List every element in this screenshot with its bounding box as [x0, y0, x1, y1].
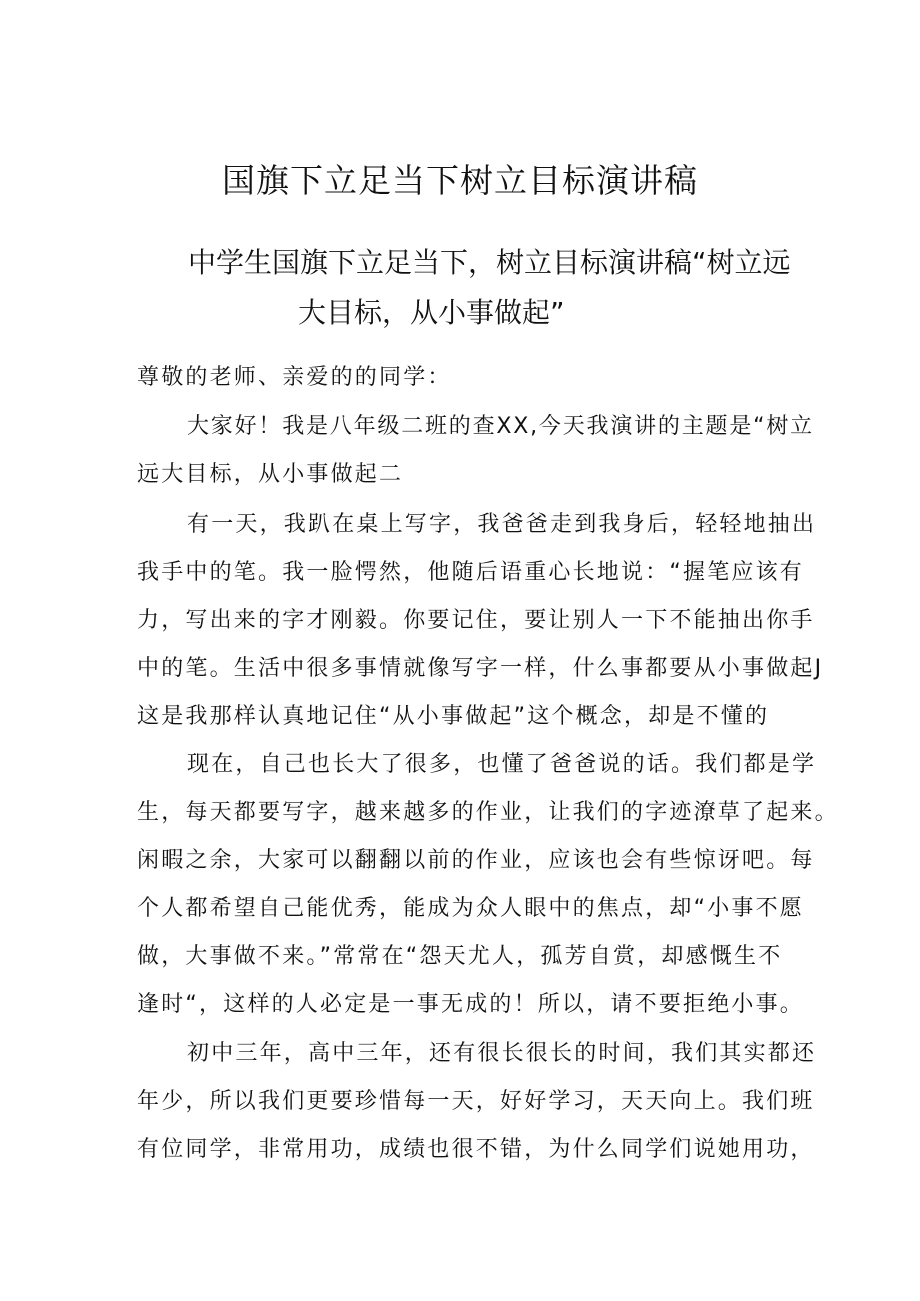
document-title: 国旗下立足当下树立目标演讲稿: [222, 161, 698, 200]
body-line: 有位同学，非常用功，成绩也很不错，为什么同学们说她用功，: [137, 1137, 815, 1162]
body-line: 我手中的笔。我一脸愕然，他随后语重心长地说：“握笔应该有: [137, 560, 804, 585]
body-line: 初中三年，高中三年，还有很长很长的时间，我们其实都还: [187, 1041, 817, 1066]
body-line: 这是我那样认真地记住“从小事做起”这个概念，却是不懂的: [137, 704, 770, 729]
body-line: 年少，所以我们更要珍惜每一天，好好学习，天天向上。我们班: [137, 1089, 815, 1114]
body-line: 有一天，我趴在桌上写字，我爸爸走到我身后，轻轻地抽出: [187, 512, 817, 537]
body-line: 做，大事做不来。”常常在“怨天尤人，孤芳自赏，却感慨生不: [137, 944, 783, 969]
body-line: 个人都希望自己能优秀，能成为众人眼中的焦点，却“小事不愿: [137, 896, 804, 921]
body-line: 现在，自己也长大了很多，也懂了爸爸说的话。我们都是学: [187, 752, 817, 777]
body-line: 生，每天都要写字，越来越多的作业，让我们的字迹潦草了起来。: [137, 800, 839, 825]
salutation: 尊敬的老师、亲爱的的同学：: [137, 365, 452, 390]
body-line: 力，写出来的字才刚毅。你要记住，要让别人一下不能抽出你手: [137, 608, 815, 633]
body-line: 逢时“，这样的人必定是一事无成的！所以，请不要拒绝小事。: [137, 992, 804, 1017]
subtitle-line-2: 大目标，从小事做起”: [298, 296, 565, 329]
body-line: 中的笔。生活中很多事情就像写字一样，什么事都要从小事做起J: [137, 656, 824, 681]
body-line: 闲暇之余，大家可以翻翻以前的作业，应该也会有些惊讶吧。每: [137, 848, 815, 873]
body-line: 远大目标，从小事做起二: [137, 462, 404, 487]
subtitle-line-1: 中学生国旗下立足当下，树立目标演讲稿“树立远: [188, 246, 791, 279]
body-line: 大家好！我是八年级二班的查XX,今天我演讲的主题是“树立: [187, 414, 814, 439]
